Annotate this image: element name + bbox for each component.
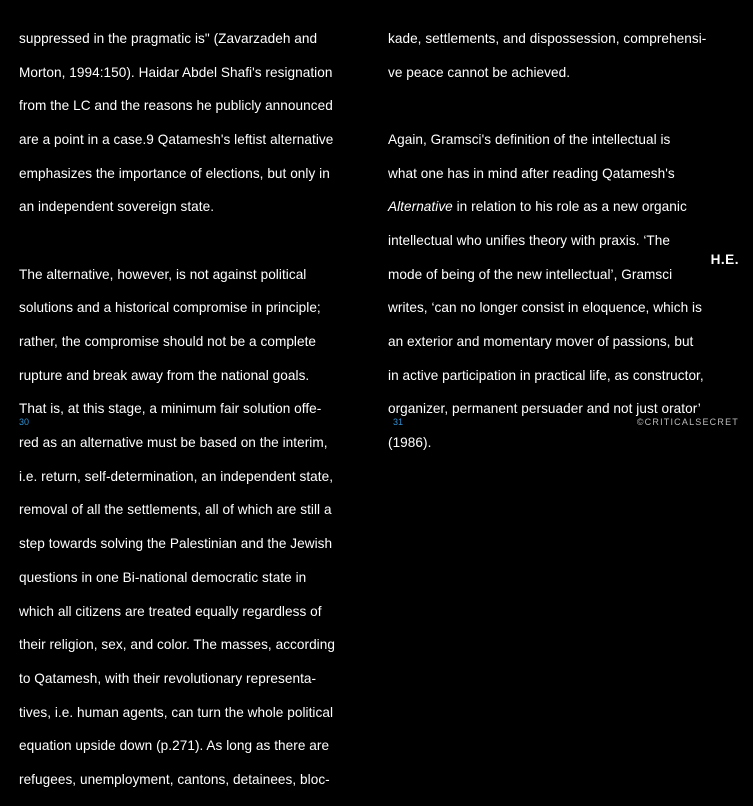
text-line: an exterior and momentary mover of passions, but — [388, 334, 694, 350]
left-paragraph-1 — [19, 14, 369, 233]
text-line: emphasizes the importance of elections, but only in — [19, 165, 330, 181]
text-line: writes, ‘can no longer consist in eloquence, which is — [388, 300, 702, 316]
author-signature: H.E. — [710, 252, 739, 267]
right-paragraph-1 — [388, 14, 739, 98]
text-line: i.e. return, self-determination, an independent state, — [19, 468, 334, 484]
text-line: rather, the compromise should not be a complete — [19, 334, 317, 350]
left-page — [19, 14, 369, 806]
text-line: removal of all the settlements, all of which are still a — [19, 502, 332, 518]
text-line: which all citizens are treated equally regardless of — [19, 603, 322, 619]
text-line: Morton, 1994:150). Haidar Abdel Shafi's resignation — [19, 64, 333, 80]
left-paragraph-2 — [19, 250, 369, 806]
text-line: mode of being of the new intellectual’, Gramsci — [388, 266, 673, 282]
text-line: equation upside down (p.271). As long as there are — [19, 738, 330, 754]
text-line: what one has in mind after reading Qatamesh's — [388, 165, 675, 181]
text-line: from the LC and the reasons he publicly announced — [19, 98, 333, 114]
text-line: their religion, sex, and color. The masses, according — [19, 637, 335, 653]
text-line: Again, Gramsci's definition of the intellectual is — [388, 131, 671, 147]
text-line: refugees, unemployment, cantons, detainees, bloc- — [19, 771, 330, 787]
text-line: organizer, permanent persuader and not just orator’ — [388, 401, 701, 417]
text-line: That is, at this stage, a minimum fair solution offe- — [19, 401, 322, 417]
text-line: tives, i.e. human agents, can turn the whole political — [19, 704, 334, 720]
page-number-right: 31 — [393, 417, 404, 427]
right-page — [388, 14, 739, 469]
text-line: to Qatamesh, with their revolutionary representa- — [19, 670, 317, 686]
text-line: intellectual who unifies theory with praxis. ‘The — [388, 232, 671, 248]
text-line: ve peace cannot be achieved. — [388, 64, 571, 80]
text-line: (1986). — [388, 435, 432, 451]
page-number-left: 30 — [19, 417, 30, 427]
text-line: The alternative, however, is not against political — [19, 266, 307, 282]
text-line: step towards solving the Palestinian and the Jewish — [19, 536, 333, 552]
text-line: kade, settlements, and dispossession, comprehensi- — [388, 30, 707, 46]
book-title-italic: Alternative — [388, 199, 453, 215]
right-paragraph-2 — [388, 115, 739, 469]
brand-credit: ©CRITICALSECRET — [636, 417, 739, 427]
text-line: rupture and break away from the national goals. — [19, 367, 310, 383]
text-line-rest: in relation to his role as a new organic — [452, 199, 687, 215]
text-line: are a point in a case.9 Qatamesh's leftist alternative — [19, 131, 334, 147]
text-line: an independent sovereign state. — [19, 199, 215, 215]
text-line — [388, 199, 739, 216]
text-line: suppressed in the pragmatic is" (Zavarzadeh and — [19, 30, 318, 46]
text-line: in active participation in practical life, as constructor, — [388, 367, 704, 383]
text-line: red as an alternative must be based on the interim, — [19, 435, 328, 451]
text-line: questions in one Bi-national democratic state in — [19, 569, 307, 585]
text-line: solutions and a historical compromise in principle; — [19, 300, 321, 316]
